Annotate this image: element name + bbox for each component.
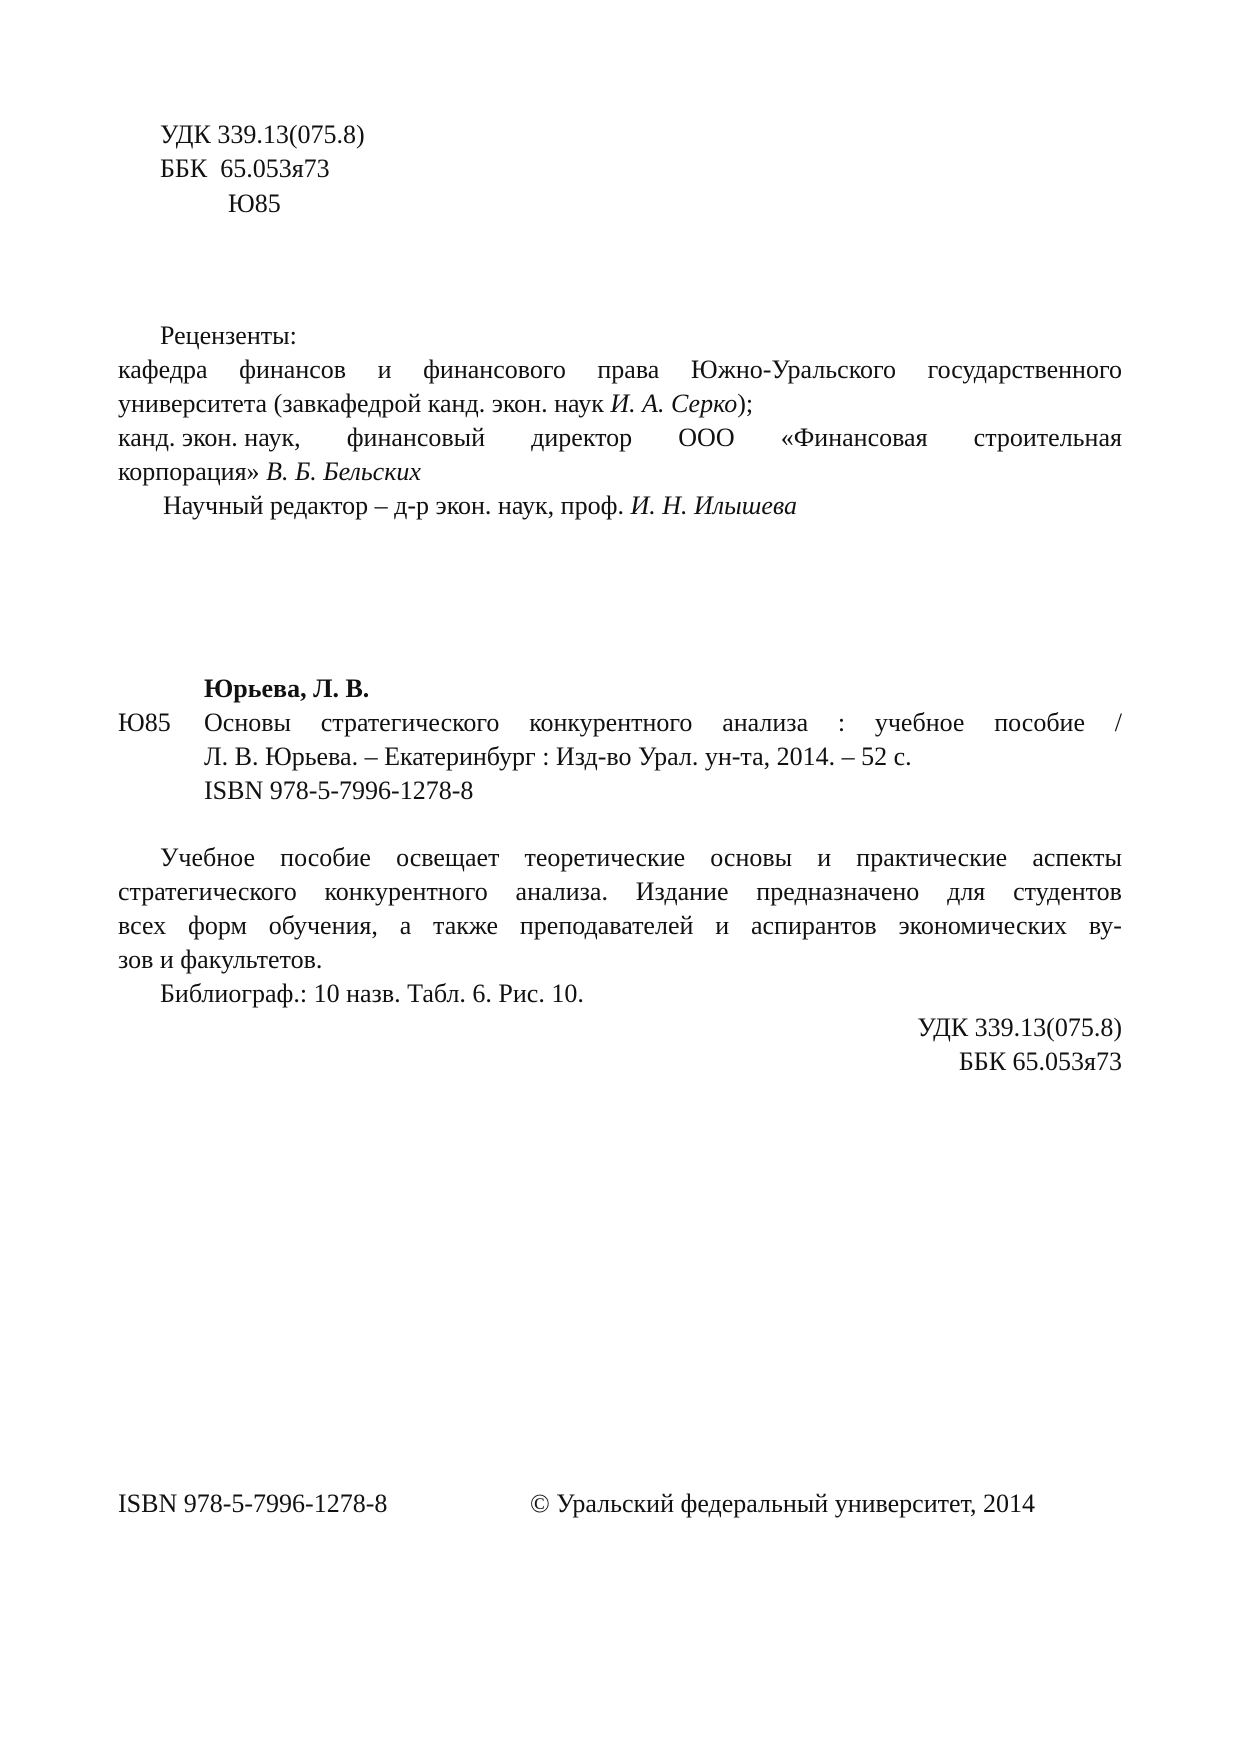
word: «Финансовая: [780, 423, 928, 452]
word: обучения,: [268, 911, 378, 940]
word: предназначено: [756, 877, 920, 906]
annotation-biblio: Библиограф.: 10 назв. Табл. 6. Рис. 10.: [160, 979, 584, 1008]
word: ву-: [1088, 911, 1122, 940]
word: финансового: [423, 355, 566, 384]
word: студентов: [1013, 877, 1122, 906]
word: /: [1114, 708, 1122, 737]
word: финансовый: [346, 423, 486, 452]
word: финансов: [239, 355, 347, 384]
bbk-label: ББК: [160, 154, 208, 183]
word: Южно-Уральского: [690, 355, 897, 384]
editor-name: И. Н. Илышева: [630, 491, 798, 520]
bbk-code: 65.053я73: [220, 154, 330, 183]
word: пособие: [994, 708, 1086, 737]
annotation-line-1: [160, 845, 1122, 871]
word: учебное: [874, 708, 965, 737]
reviewers-heading: Рецензенты:: [160, 321, 297, 350]
word: аспирантов: [750, 911, 877, 940]
word: и: [377, 355, 392, 384]
word: стратегического: [118, 877, 297, 906]
annotation-bbk: ББК 65.053я73: [958, 1047, 1122, 1076]
word: практические: [856, 843, 1008, 872]
reviewer-1-line-1: [118, 357, 1122, 383]
word: всех: [118, 911, 167, 940]
word: аспекты: [1032, 843, 1122, 872]
word: и: [817, 843, 832, 872]
word: экономических: [898, 911, 1068, 940]
record-isbn: ISBN 978-5-7996-1278-8: [204, 776, 474, 805]
word: а: [399, 911, 412, 940]
reviewer-1-affiliation: университета (завкафедрой канд. экон. наук: [118, 389, 611, 418]
word: анализа: [722, 708, 809, 737]
footer-isbn: ISBN 978-5-7996-1278-8: [118, 1489, 388, 1518]
word: строительная: [973, 423, 1122, 452]
reviewer-2-name: В. Б. Бельских: [266, 457, 421, 486]
reviewer-2-line-1: [118, 425, 1122, 451]
annotation-udk: УДК 339.13(075.8): [917, 1013, 1122, 1042]
author-mark: Ю85: [118, 708, 171, 737]
editor-label: Научный редактор – д-р экон. наук, проф.: [163, 491, 631, 520]
footer-copyright: © Уральский федеральный университет, 2014: [530, 1489, 1035, 1518]
word: Учебное: [160, 843, 256, 872]
record-line-2: Л. В. Юрьева. – Екатеринбург : Изд-во Урал. ун-та, 2014. – 52 с.: [204, 742, 912, 771]
annotation-line-4: зов и факультетов.: [118, 945, 323, 974]
reviewer-1-end: );: [737, 389, 754, 418]
word: анализа.: [515, 877, 608, 906]
word: права: [597, 355, 660, 384]
reviewer-2-affiliation: корпорация»: [118, 457, 267, 486]
word: форм: [188, 911, 247, 940]
author-heading: Юрьева, Л. В.: [204, 674, 370, 703]
word: также: [433, 911, 499, 940]
word: ООО: [678, 423, 735, 452]
word: стратегического: [320, 708, 500, 737]
annotation-line-3: [118, 913, 1122, 939]
word: директор: [531, 423, 633, 452]
word: кафедра: [118, 355, 208, 384]
bbk-top: [160, 156, 330, 182]
word: теоретические: [524, 843, 686, 872]
word: пособие: [280, 843, 371, 872]
reviewer-1-line-2: [118, 391, 753, 417]
record-line-1: [204, 710, 1122, 736]
word: и: [715, 911, 730, 940]
reviewer-1-name: И. А. Серко: [610, 389, 738, 418]
udk-label: УДК: [160, 120, 211, 149]
word: :: [837, 708, 846, 737]
udk-top: [160, 122, 365, 148]
udk-code: 339.13(075.8): [217, 120, 365, 149]
author-mark-top: Ю85: [228, 189, 281, 218]
word: конкурентного: [529, 708, 693, 737]
word: основы: [710, 843, 793, 872]
word: освещает: [396, 843, 500, 872]
scientific-editor: [163, 493, 797, 519]
word: конкурентного: [324, 877, 488, 906]
word: государственного: [927, 355, 1122, 384]
word: Издание: [635, 877, 729, 906]
word: для: [947, 877, 986, 906]
word: канд. экон. наук,: [118, 423, 301, 452]
word: Основы: [204, 708, 291, 737]
annotation-line-2: [118, 879, 1122, 905]
reviewer-2-line-2: [118, 459, 421, 485]
word: преподавателей: [519, 911, 694, 940]
